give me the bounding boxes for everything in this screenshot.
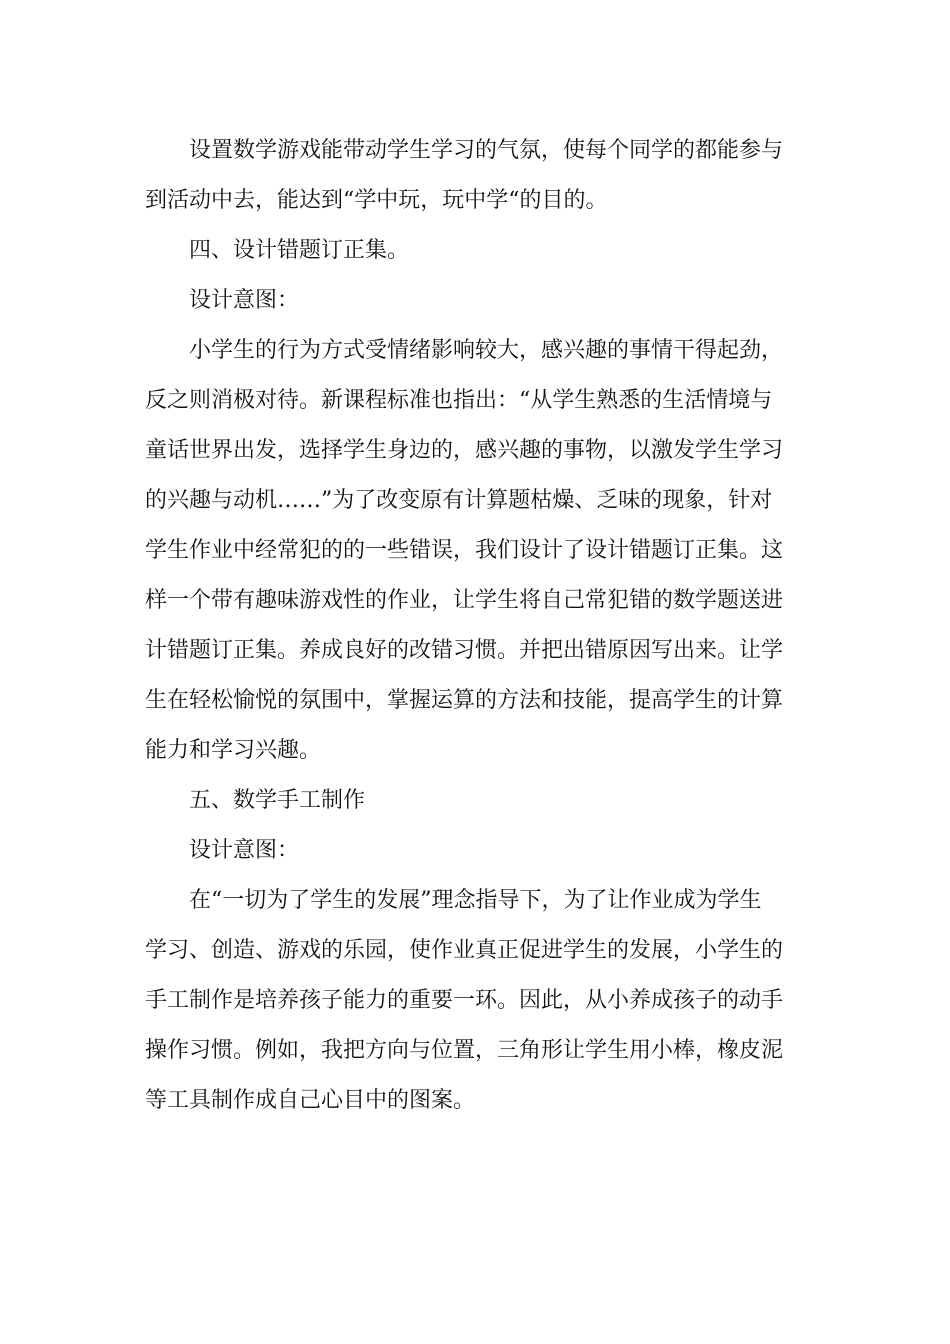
paragraph-line: 学习、创造、游戏的乐园，使作业真正促进学生的发展，小学生的	[145, 938, 784, 963]
paragraph-line: 生在轻松愉悦的氛围中，掌握运算的方法和技能，提高学生的计算	[145, 688, 784, 713]
paragraph-line: 操作习惯。例如，我把方向与位置，三角形让学生用小棒，橡皮泥	[145, 1038, 784, 1063]
paragraph-line: 的兴趣与动机……”为了改变原有计算题枯燥、乏味的现象，针对	[145, 488, 773, 513]
subheading: 设计意图：	[189, 838, 300, 863]
paragraph-line: 计错题订正集。养成良好的改错习惯。并把出错原因写出来。让学	[145, 638, 784, 663]
paragraph-line: 能力和学习兴趣。	[145, 738, 322, 763]
paragraph-line: 等工具制作成自己心目中的图案。	[145, 1088, 476, 1113]
paragraph-line: 反之则消极对待。新课程标准也指出：“从学生熟悉的生活情境与	[145, 388, 773, 413]
document-body	[145, 126, 807, 1126]
paragraph-line: 样一个带有趣味游戏性的作业，让学生将自己常犯错的数学题送进	[145, 588, 784, 613]
paragraph-line: 学生作业中经常犯的的一些错误，我们设计了设计错题订正集。这	[145, 538, 784, 563]
paragraph-line: 童话世界出发，选择学生身边的，感兴趣的事物，以激发学生学习	[145, 438, 784, 463]
paragraph-line: 手工制作是培养孩子能力的重要一环。因此，从小养成孩子的动手	[145, 988, 784, 1013]
section-heading: 四、设计错题订正集。	[189, 238, 410, 263]
paragraph-line: 在“一切为了学生的发展”理念指导下，为了让作业成为学生	[189, 888, 762, 913]
subheading: 设计意图：	[189, 288, 300, 313]
paragraph-line: 设置数学游戏能带动学生学习的气氛，使每个同学的都能参与	[189, 138, 784, 163]
paragraph-line: 到活动中去，能达到“学中玩，玩中学“的目的。	[145, 188, 608, 213]
section-heading: 五、数学手工制作	[189, 788, 366, 813]
paragraph-line: 小学生的行为方式受情绪影响较大，感兴趣的事情干得起劲，	[189, 338, 784, 363]
